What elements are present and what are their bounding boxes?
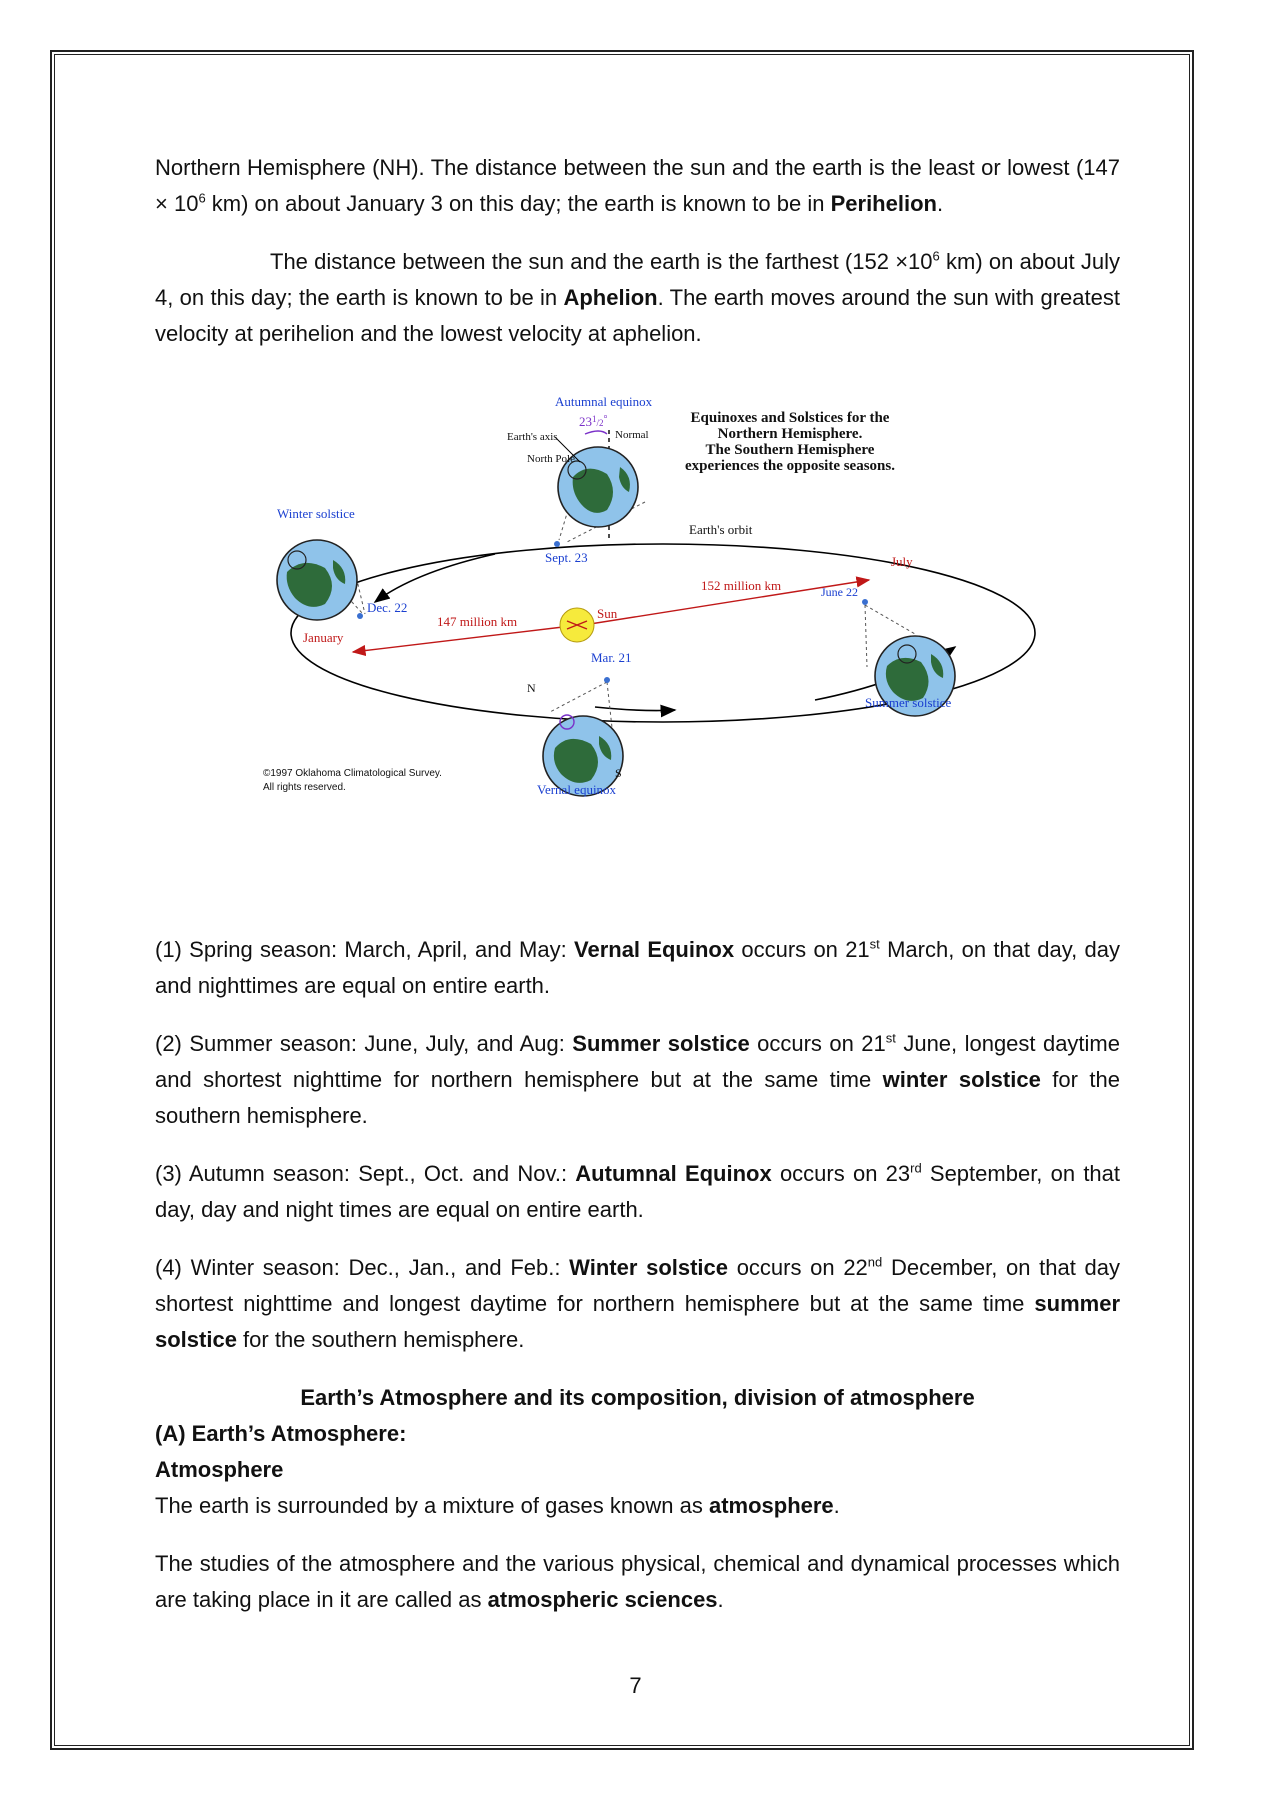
label-earths-orbit: Earth's orbit — [689, 522, 753, 537]
point-dec22 — [357, 613, 363, 619]
orbit-arrow-lower — [595, 707, 675, 711]
label-summer-solstice: Summer solstice — [865, 695, 952, 710]
label-autumnal-equinox: Autumnal equinox — [555, 394, 653, 409]
label-152-million: 152 million km — [701, 578, 782, 593]
term-heading-atmosphere: Atmosphere — [155, 1457, 284, 1482]
figure-title-line-3: The Southern Hemisphere — [705, 442, 875, 458]
page-number: 7 — [629, 1673, 642, 1698]
label-june22: June 22 — [821, 585, 858, 599]
season-spring: (1) Spring season: March, April, and May: Vernal Equinox occurs on 21st March, on that day, day and nighttimes are equal on entire earth. — [155, 936, 1120, 998]
term-perihelion: Perihelion — [830, 191, 937, 216]
point-june22 — [862, 599, 868, 605]
copyright-line-1: ©1997 Oklahoma Climatological Survey. — [263, 768, 442, 779]
label-dec22: Dec. 22 — [367, 600, 408, 615]
orbit-diagram — [215, 392, 1045, 872]
leader-autumn — [559, 510, 568, 540]
label-normal: Normal — [615, 429, 649, 441]
label-july: July — [891, 554, 913, 569]
orbit-arrow-upper-left — [375, 554, 495, 602]
figure-title-line-4: experiences the opposite seasons. — [685, 458, 895, 474]
point-mar21 — [604, 677, 610, 683]
leader-summer-2 — [865, 605, 867, 667]
season-summer: (2) Summer season: June, July, and Aug: Summer solstice occurs on 21st June, longest daytime and shortest nighttime for northern hemisphere but at the same time winter solstice for the southern hemisphere. — [155, 1030, 1120, 1128]
label-mar21: Mar. 21 — [591, 650, 632, 665]
label-angle: $23^1_/2^\circ$ — [579, 414, 608, 429]
season-autumn: (3) Autumn season: Sept., Oct. and Nov.: Autumnal Equinox occurs on 23rd September, on that day, day and night times are equal on entire earth. — [155, 1160, 1121, 1222]
paragraph-perihelion: Northern Hemisphere (NH). The distance between the sun and the earth is the least or lowest ($147 \times 10^6$ km) on about January 3 on this day; the earth is known to be in Perihelion. — [155, 155, 1120, 216]
paragraph-atmospheric-sciences: The studies of the atmosphere and the various physical, chemical and dynamical processes which are taking place in it are called as atmospheric sciences. — [155, 1551, 1120, 1612]
seasons-orbit-figure — [155, 392, 1120, 892]
angle-arc-icon — [585, 431, 607, 434]
label-north-pole: North Pole — [527, 453, 575, 465]
distance-line-147 — [353, 627, 563, 652]
label-january: January — [303, 630, 344, 645]
definition-atmosphere: The earth is surrounded by a mixture of gases known as atmosphere. — [155, 1493, 840, 1518]
page-content — [155, 150, 1120, 1640]
label-s: S — [615, 766, 622, 780]
paragraph-aphelion: The distance between the sun and the earth is the farthest ($152 \times 10^6$ km) on about July 4, on this day; the earth is known to be in Aphelion. The earth moves around the sun with greatest velocity at perihelion and the lowest velocity at aphelion. — [155, 248, 1121, 346]
leader-summer — [865, 605, 915, 634]
label-n: N — [527, 681, 536, 695]
label-winter-solstice: Winter solstice — [277, 506, 355, 521]
point-sept23 — [554, 541, 560, 547]
label-147-million: 147 million km — [437, 614, 518, 629]
label-sept23: Sept. 23 — [545, 550, 588, 565]
section-heading: Earth’s Atmosphere and its composition, division of atmosphere — [300, 1385, 975, 1410]
figure-title-line-2: Northern Hemisphere. — [717, 426, 863, 442]
label-sun: Sun — [597, 606, 618, 621]
figure-title-line-1: Equinoxes and Solstices for the — [690, 410, 890, 426]
season-winter: (4) Winter season: Dec., Jan., and Feb.: Winter solstice occurs on 22nd December, on that day shortest nighttime and longest daytime for northern hemisphere but at the same time summer solstice for the southern hemisphere. — [155, 1254, 1121, 1352]
label-earths-axis: Earth's axis — [507, 431, 558, 443]
earth-globe-winter-icon — [277, 540, 357, 620]
section-subheading: (A) Earth’s Atmosphere: — [155, 1421, 407, 1446]
label-vernal-equinox: Vernal equinox — [537, 782, 617, 797]
term-aphelion: Aphelion — [563, 285, 658, 310]
copyright-line-2: All rights reserved. — [263, 782, 346, 793]
